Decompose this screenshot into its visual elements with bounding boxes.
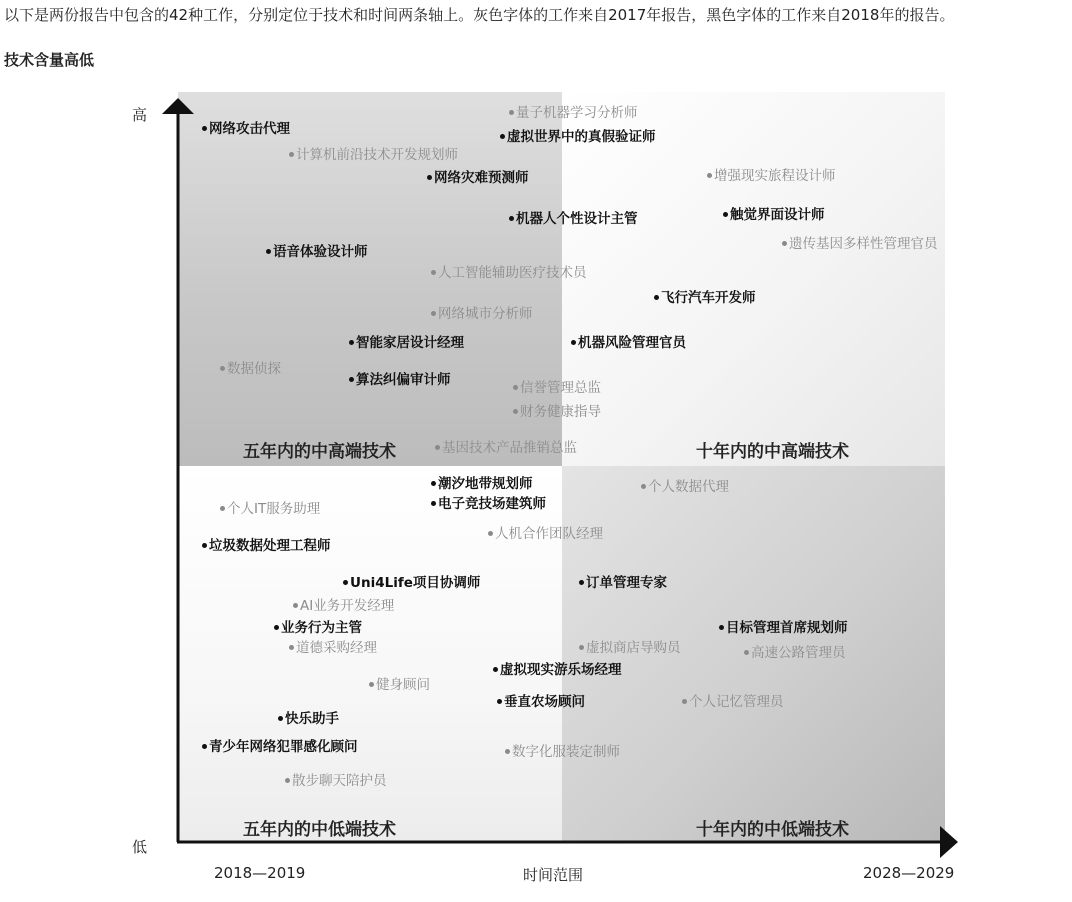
job-item [513, 404, 601, 420]
job-label: 目标管理首席规划师 [726, 620, 848, 636]
job-label: 计算机前沿技术开发规划师 [296, 147, 458, 163]
bullet-dot-icon [435, 445, 440, 450]
job-label: 基因技术产品推销总监 [442, 440, 577, 456]
job-label: 增强现实旅程设计师 [714, 168, 836, 184]
job-label: 潮汐地带规划师 [438, 476, 533, 492]
bullet-dot-icon [202, 126, 207, 131]
bullet-dot-icon [369, 682, 374, 687]
job-item [202, 538, 331, 554]
x-axis-title: 时间范围 [523, 866, 584, 884]
job-label: 快乐助手 [285, 711, 339, 727]
job-item [293, 598, 394, 614]
bullet-dot-icon [278, 716, 283, 721]
job-item [427, 170, 529, 186]
y-axis-low-label: 低 [132, 838, 148, 856]
bullet-dot-icon [744, 650, 749, 655]
job-item [278, 711, 339, 727]
job-item [579, 640, 681, 656]
job-label: 人机合作团队经理 [495, 526, 603, 542]
job-item [220, 361, 281, 377]
job-label: 算法纠偏审计师 [356, 372, 451, 388]
job-item [202, 739, 358, 755]
job-item [782, 236, 938, 252]
bullet-dot-icon [509, 216, 514, 221]
job-label: 个人IT服务助理 [227, 501, 321, 517]
job-label: 机器风险管理官员 [578, 335, 686, 351]
bullet-dot-icon [513, 385, 518, 390]
job-label: 财务健康指导 [520, 404, 601, 420]
bullet-dot-icon [285, 778, 290, 783]
x-axis-right-label: 2028—2029 [863, 864, 955, 882]
job-item [488, 526, 603, 542]
job-label: 业务行为主管 [281, 620, 362, 636]
bullet-dot-icon [289, 645, 294, 650]
job-label: 虚拟商店导购员 [586, 640, 681, 656]
job-item [707, 168, 836, 184]
job-item [719, 620, 848, 636]
job-label: 人工智能辅助医疗技术员 [438, 265, 587, 281]
job-item [579, 575, 667, 591]
job-label: AI业务开发经理 [300, 598, 395, 614]
job-item [641, 479, 729, 495]
job-label: 道德采购经理 [296, 640, 377, 656]
job-item [202, 121, 290, 137]
job-item [349, 372, 451, 388]
job-label: 散步聊天陪护员 [292, 773, 387, 789]
bullet-dot-icon [202, 744, 207, 749]
bullet-dot-icon [427, 175, 432, 180]
job-item [369, 677, 430, 693]
job-label: 虚拟现实游乐场经理 [500, 662, 622, 678]
job-label: 垃圾数据处理工程师 [209, 538, 331, 554]
job-label: 数据侦探 [227, 361, 281, 377]
job-label: 健身顾问 [376, 677, 430, 693]
job-label: 高速公路管理员 [751, 645, 846, 661]
bullet-dot-icon [654, 295, 659, 300]
job-label: 网络城市分析师 [438, 306, 533, 322]
bullet-dot-icon [431, 311, 436, 316]
intro-text: 以下是两份报告中包含的42种工作，分别定位于技术和时间两条轴上。灰色字体的工作来自2017年报告，黑色字体的工作来自2018年的报告。 [4, 6, 955, 24]
job-item [435, 440, 577, 456]
y-axis-arrowhead [162, 98, 194, 114]
bullet-dot-icon [571, 340, 576, 345]
job-item [513, 380, 601, 396]
quadrant-label-top-right: 十年内的中高端技术 [696, 442, 849, 462]
job-item [349, 335, 464, 351]
bullet-dot-icon [579, 645, 584, 650]
bullet-dot-icon [488, 531, 493, 536]
bullet-dot-icon [431, 501, 436, 506]
bullet-dot-icon [723, 212, 728, 217]
job-label: 订单管理专家 [586, 575, 667, 591]
bullet-dot-icon [349, 377, 354, 382]
bullet-dot-icon [220, 366, 225, 371]
job-label: 遗传基因多样性管理官员 [789, 236, 938, 252]
bullet-dot-icon [682, 699, 687, 704]
job-label: 飞行汽车开发师 [661, 290, 756, 306]
job-item [431, 476, 533, 492]
quadrant-label-bottom-right: 十年内的中低端技术 [696, 820, 849, 840]
bullet-dot-icon [431, 481, 436, 486]
job-label: 垂直农场顾问 [504, 694, 585, 710]
job-item [509, 211, 638, 227]
bullet-dot-icon [500, 134, 505, 139]
bullet-dot-icon [274, 625, 279, 630]
quadrant-label-top-left: 五年内的中高端技术 [243, 442, 396, 462]
bullet-dot-icon [349, 340, 354, 345]
job-item [289, 640, 377, 656]
job-item [220, 501, 320, 517]
diagram-subtitle: 技术含量高低 [4, 51, 95, 69]
job-item [343, 575, 480, 591]
bullet-dot-icon [782, 241, 787, 246]
job-label: 语音体验设计师 [273, 244, 368, 260]
job-item [682, 694, 784, 710]
job-item [744, 645, 846, 661]
bullet-dot-icon [293, 603, 298, 608]
job-label: 虚拟世界中的真假验证师 [507, 129, 656, 145]
job-label: 智能家居设计经理 [356, 335, 464, 351]
bullet-dot-icon [266, 249, 271, 254]
bullet-dot-icon [431, 270, 436, 275]
job-label: 网络灾难预测师 [434, 170, 529, 186]
bullet-dot-icon [505, 749, 510, 754]
job-item [497, 694, 585, 710]
job-label: Uni4Life项目协调师 [350, 575, 481, 591]
job-item [289, 147, 458, 163]
job-item [285, 773, 387, 789]
bullet-dot-icon [641, 484, 646, 489]
job-label: 信誉管理总监 [520, 380, 601, 396]
job-label: 个人记忆管理员 [689, 694, 784, 710]
job-label: 量子机器学习分析师 [516, 105, 638, 121]
job-item [723, 207, 825, 223]
bullet-dot-icon [343, 580, 348, 585]
job-item [500, 129, 656, 145]
job-label: 青少年网络犯罪感化顾问 [209, 739, 358, 755]
y-axis-high-label: 高 [132, 106, 148, 124]
job-label: 触觉界面设计师 [730, 207, 825, 223]
job-label: 个人数据代理 [648, 479, 729, 495]
bullet-dot-icon [497, 699, 502, 704]
bullet-dot-icon [493, 667, 498, 672]
job-item [571, 335, 686, 351]
bullet-dot-icon [719, 625, 724, 630]
job-item [509, 105, 638, 121]
job-item [493, 662, 622, 678]
job-item [505, 744, 620, 760]
bullet-dot-icon [289, 152, 294, 157]
job-item [654, 290, 756, 306]
bullet-dot-icon [202, 543, 207, 548]
x-axis-arrowhead [940, 826, 958, 858]
job-label: 机器人个性设计主管 [516, 211, 638, 227]
bullet-dot-icon [509, 110, 514, 115]
job-item [266, 244, 368, 260]
job-item [431, 306, 533, 322]
bullet-dot-icon [707, 173, 712, 178]
job-item [431, 496, 546, 512]
quadrant-label-bottom-left: 五年内的中低端技术 [243, 820, 396, 840]
x-axis-left-label: 2018—2019 [214, 864, 306, 882]
job-item [274, 620, 362, 636]
job-item [431, 265, 587, 281]
bullet-dot-icon [220, 506, 225, 511]
job-label: 网络攻击代理 [209, 121, 290, 137]
job-label: 电子竞技场建筑师 [438, 496, 546, 512]
bullet-dot-icon [579, 580, 584, 585]
job-label: 数字化服装定制师 [512, 744, 620, 760]
bullet-dot-icon [513, 409, 518, 414]
